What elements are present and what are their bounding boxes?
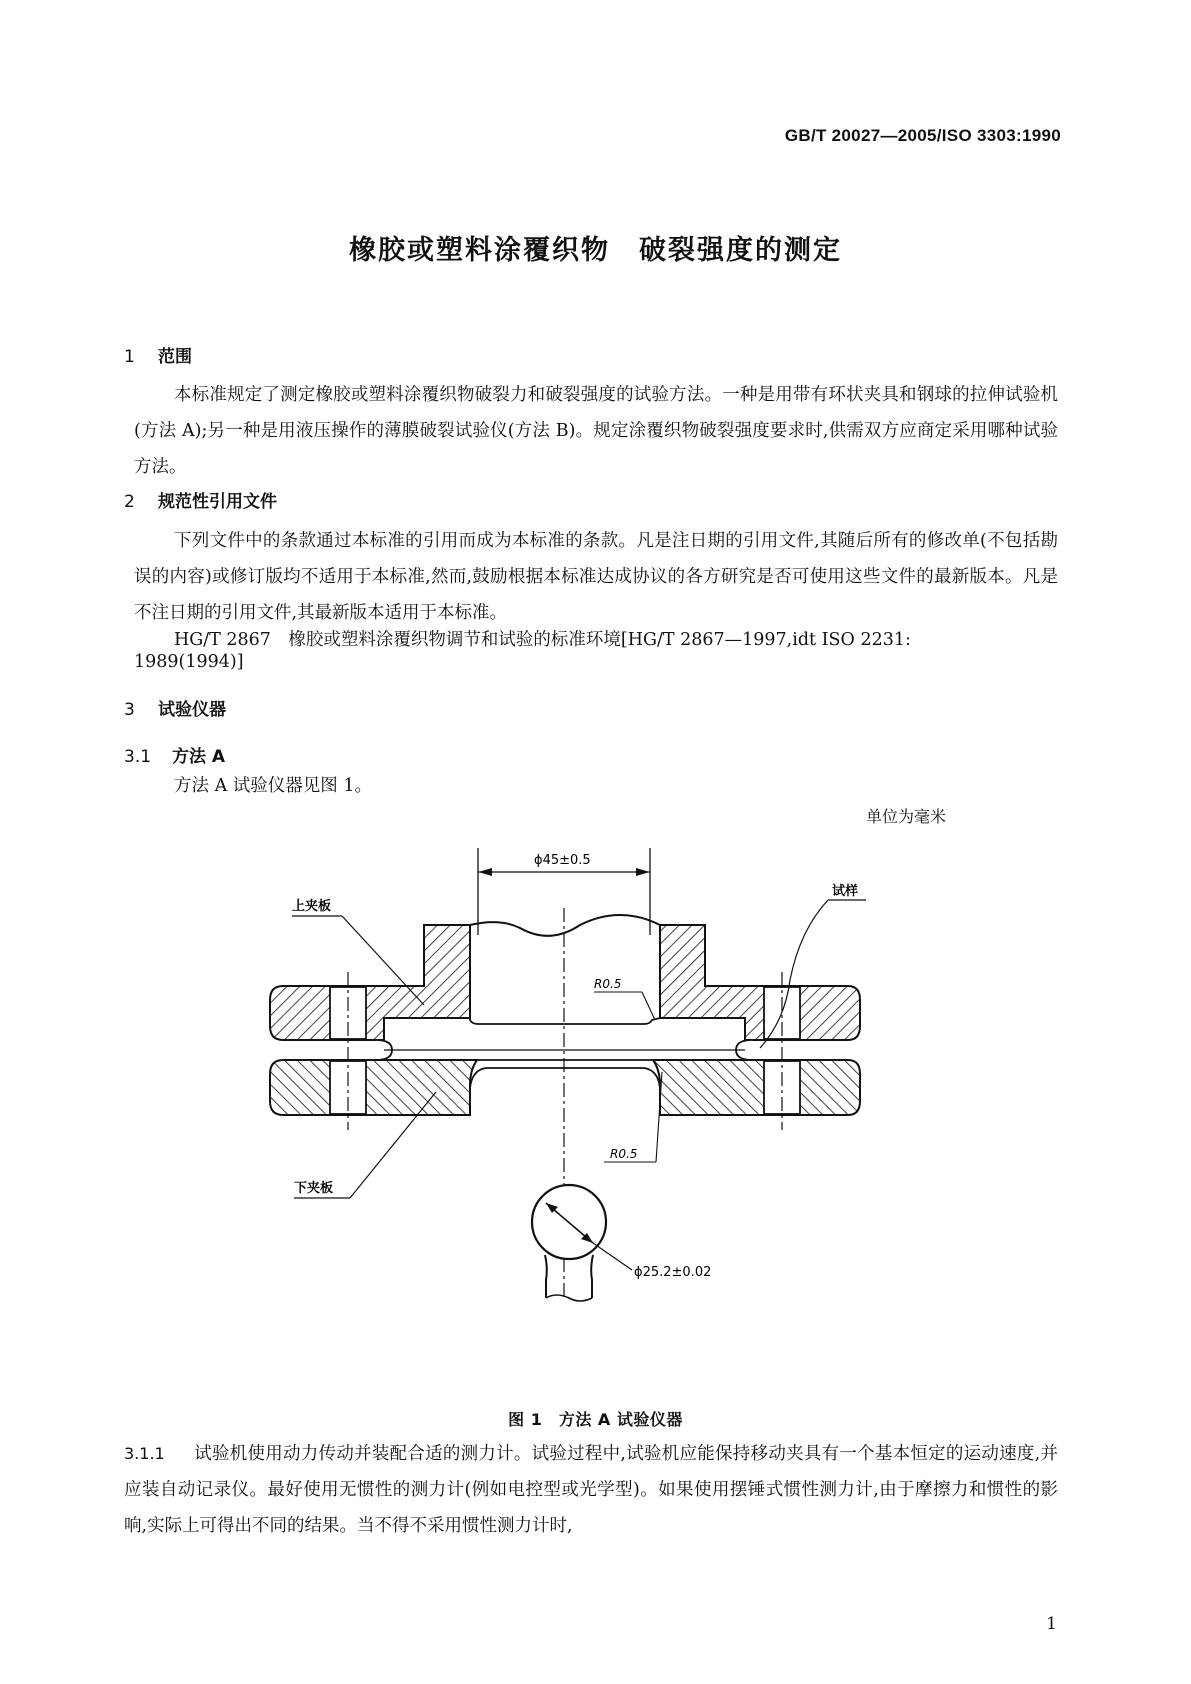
- section-number: 3.1.1: [124, 1444, 165, 1463]
- section-number: 1: [124, 347, 135, 367]
- section-3-1-text: 方法 A 试验仪器见图 1。: [174, 776, 372, 796]
- section-3-1-1-paragraph: [124, 1436, 1058, 1544]
- figure-1-apparatus-diagram: [260, 828, 900, 1348]
- section-1-heading: [124, 342, 192, 367]
- steel-ball: [532, 1185, 711, 1301]
- label-upper-clamp: 上夹板: [292, 899, 332, 914]
- label-sample: 试样: [832, 884, 859, 899]
- lower-clamp-plate: [270, 1050, 860, 1115]
- document-title: 橡胶或塑料涂覆织物 破裂强度的测定: [349, 235, 842, 266]
- figure-1-caption: 图 1 方法 A 试验仪器: [508, 1410, 683, 1429]
- section-title: 试验仪器: [158, 700, 226, 720]
- section-number: 3.1: [124, 747, 152, 767]
- section-title: 范围: [158, 347, 192, 367]
- section-title: 规范性引用文件: [158, 492, 277, 512]
- section-title: 方法 A: [172, 747, 226, 767]
- dim-phi45-label: ϕ45±0.5: [534, 853, 591, 868]
- unit-note: 单位为毫米: [866, 807, 947, 826]
- standard-code: GB/T 20027—2005/ISO 3303:1990: [784, 126, 1061, 145]
- section-3-heading: [124, 695, 226, 720]
- section-number: 3: [124, 700, 135, 720]
- section-number: 2: [124, 492, 135, 512]
- section-text: 试验机使用动力传动并装配合适的测力计。试验过程中,试验机应能保持移动夹具有一个基本恒定的运动速度,并应装自动记录仪。最好使用无惯性的测力计(例如电控型或光学型)。如果使用摆锤式惯性测力计,由于摩擦力和惯性的影响,实际上可得出不同的结果。当不得不采用惯性测力计时,: [124, 1444, 1058, 1536]
- normative-reference-line-1: HG/T 2867 橡胶或塑料涂覆织物调节和试验的标准环境[HG/T 2867—1997,idt ISO 2231:: [174, 630, 911, 650]
- dim-ball-label: ϕ25.2±0.02: [634, 1265, 712, 1280]
- section-1-paragraph: 本标准规定了测定橡胶或塑料涂覆织物破裂力和破裂强度的试验方法。一种是用带有环状夹具和钢球的拉伸试验机(方法 A);另一种是用液压操作的薄膜破裂试验仪(方法 B)。规定涂覆织物破裂强度要求时,供需双方应商定采用哪种试验方法。: [134, 385, 1058, 477]
- page-number: 1: [1046, 1614, 1057, 1634]
- label-r-upper: R0.5: [594, 977, 622, 991]
- section-2-heading: [124, 487, 277, 512]
- normative-reference-line-2: 1989(1994)]: [134, 652, 244, 672]
- section-3-1-heading: [124, 742, 225, 767]
- label-r-lower: R0.5: [610, 1147, 638, 1161]
- section-2-paragraph: 下列文件中的条款通过本标准的引用而成为本标准的条款。凡是注日期的引用文件,其随后所有的修改单(不包括勘误的内容)或修订版均不适用于本标准,然而,鼓励根据本标准达成协议的各方研究是否可使用这些文件的最新版本。凡是不注日期的引用文件,其最新版本适用于本标准。: [134, 531, 1058, 623]
- label-lower-clamp: 下夹板: [294, 1181, 334, 1196]
